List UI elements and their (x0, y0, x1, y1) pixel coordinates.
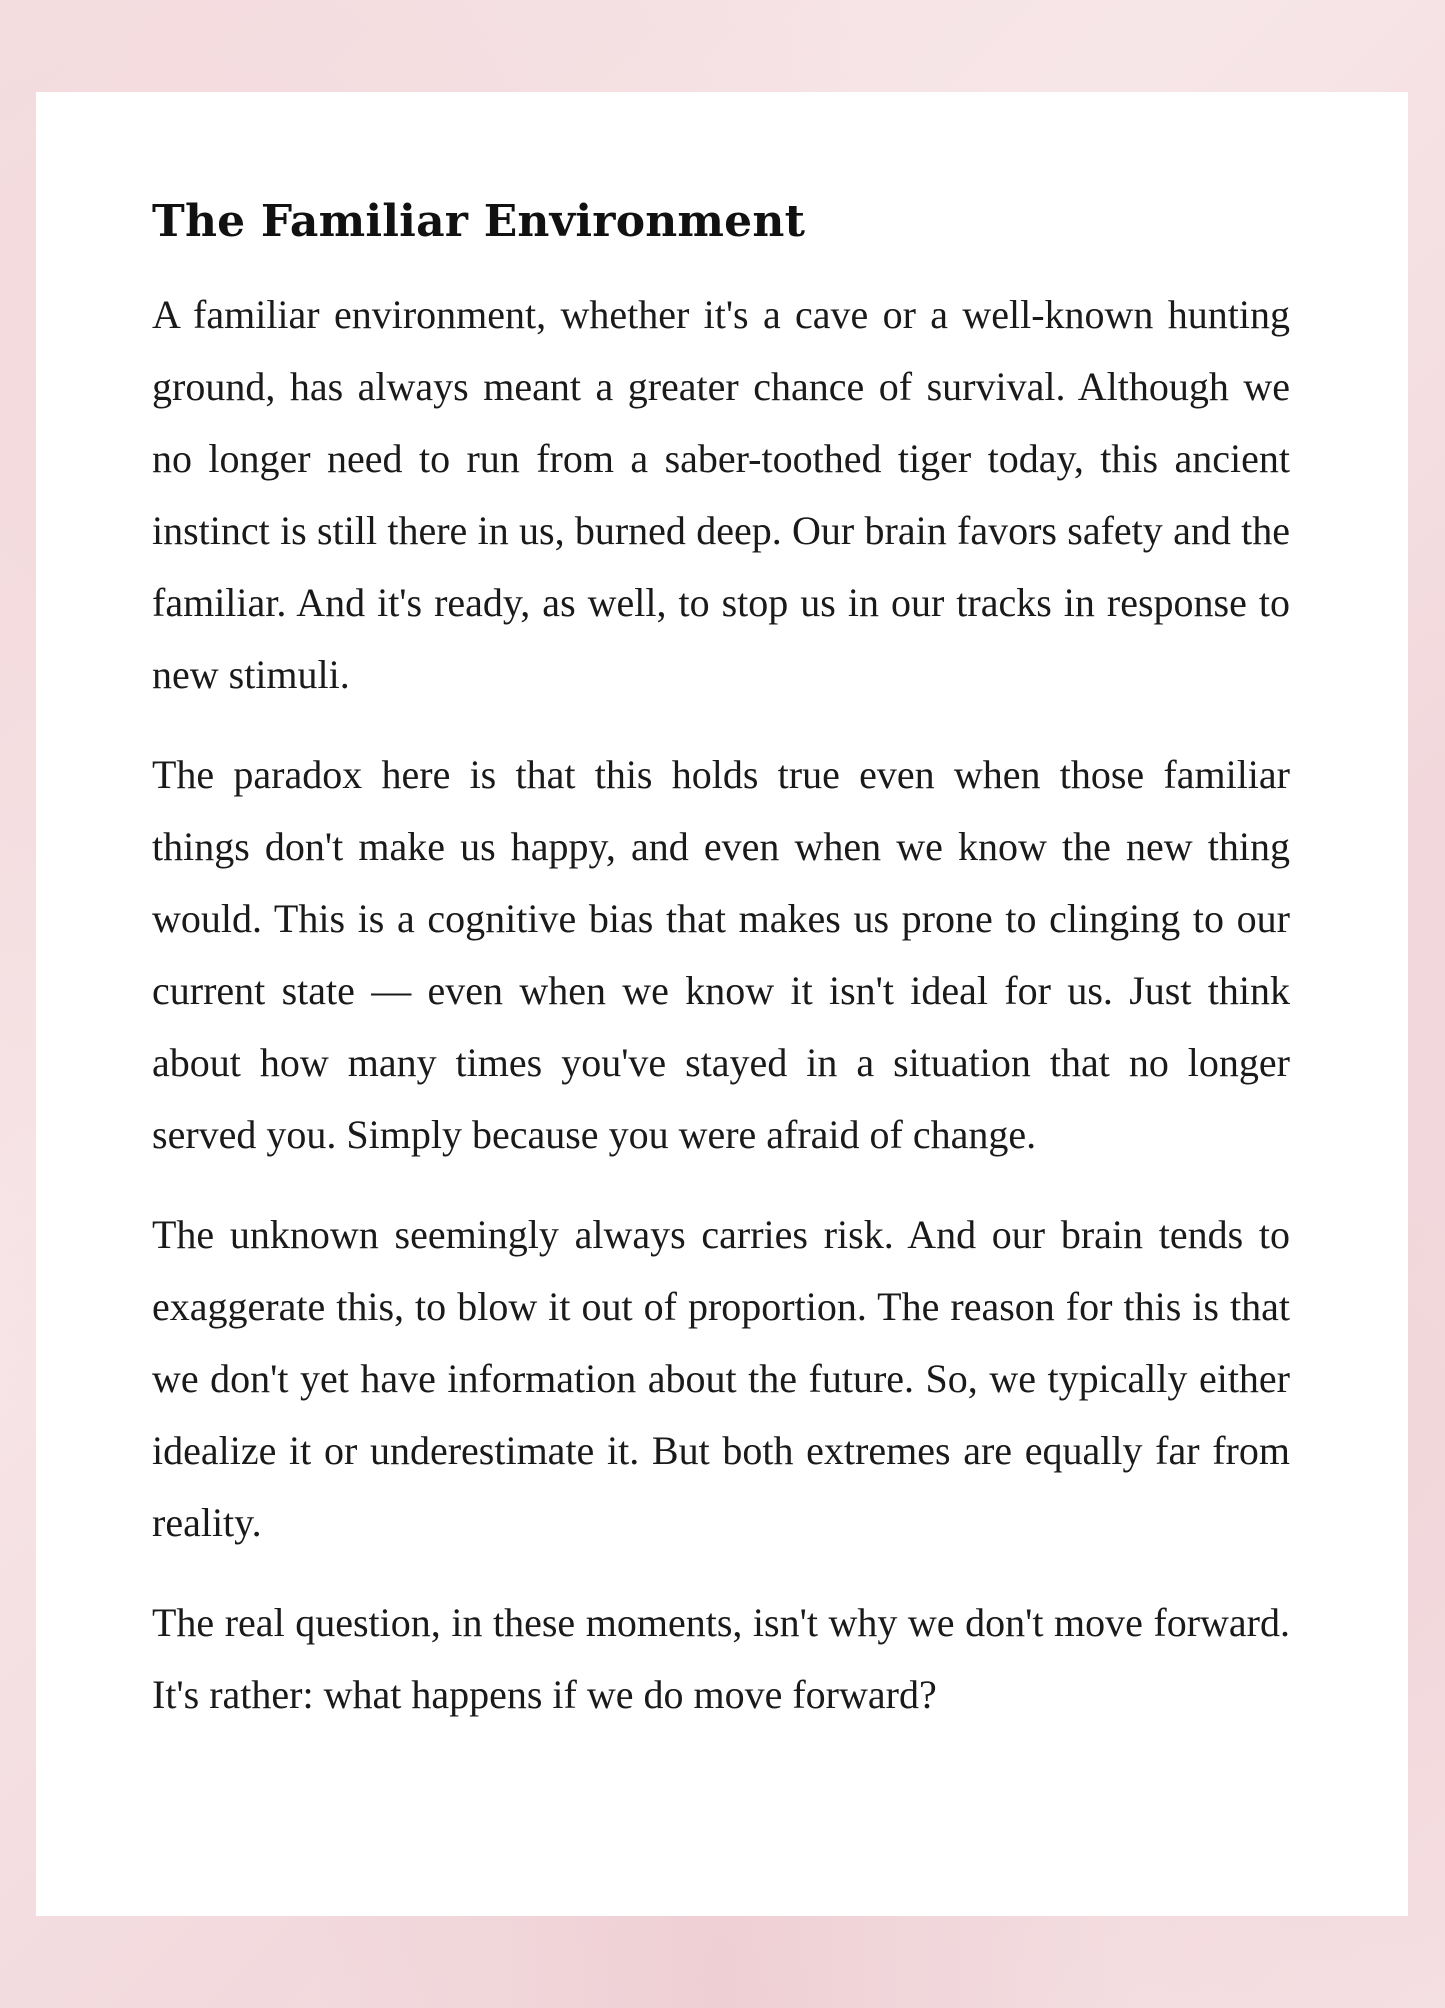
paragraph: The real question, in these moments, isn't why we don't move forward. It's rather: what happens if we do move forward? (152, 1599, 1290, 1717)
paragraph: The paradox here is that this holds true even when those familiar things don't make us happy, and even when we know the new thing would. This is a cognitive bias that makes us prone to clinging to our current state — even when we know it isn't ideal for us. Just think about how many times you've stayed in a situation that no longer served you. Simply because you were afraid of change. (152, 751, 1290, 1157)
paragraph: A familiar environment, whether it's a cave or a well-known hunting ground, has always meant a greater chance of survival. Although we no longer need to run from a saber-toothed tiger today, this ancient instinct is still there in us, burned deep. Our brain favors safety and the familiar. And it's ready, as well, to stop us in our tracks in response to new stimuli. (152, 291, 1290, 697)
paragraph: The unknown seemingly always carries risk. And our brain tends to exaggerate this, to blow it out of proportion. The reason for this is that we don't yet have information about the future. So, we typically either idealize it or underestimate it. But both extremes are equally far from reality. (152, 1211, 1290, 1545)
document-page (36, 92, 1408, 1916)
section-heading: The Familiar Environment (152, 196, 806, 247)
